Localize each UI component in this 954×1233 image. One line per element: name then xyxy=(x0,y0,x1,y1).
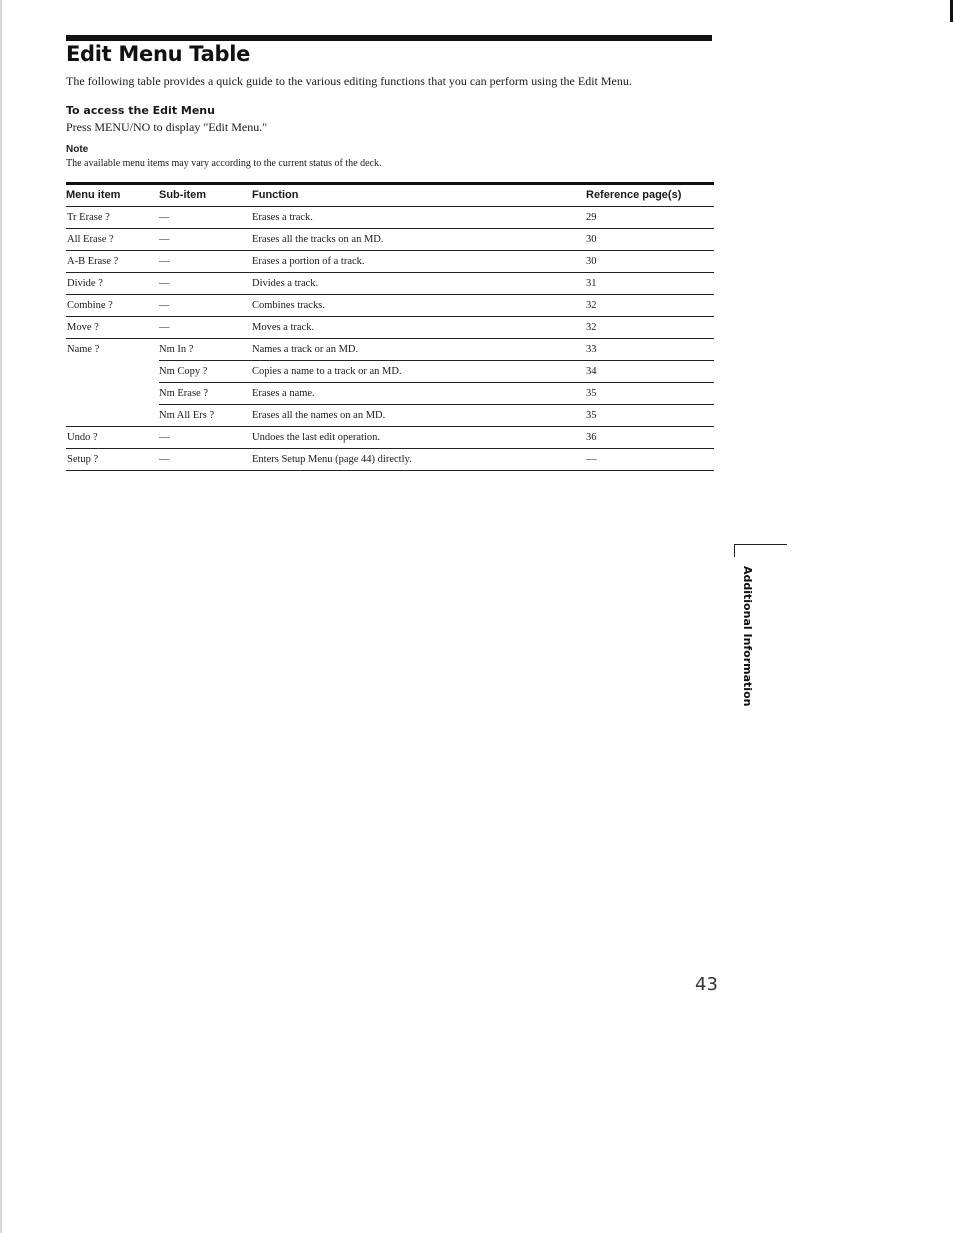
table-row xyxy=(66,229,714,251)
menu-item-cell: Tr Erase ? xyxy=(66,207,159,229)
reference-cell: — xyxy=(586,449,714,471)
table-row xyxy=(66,405,714,427)
note-text: The available menu items may vary according to the current status of the deck. xyxy=(66,158,382,169)
menu-item-cell: Undo ? xyxy=(66,427,159,449)
title-rule xyxy=(66,35,712,41)
section-tab-label: Additional Information xyxy=(741,566,754,707)
table-row xyxy=(66,449,714,471)
reference-cell: 31 xyxy=(586,273,714,295)
intro-paragraph: The following table provides a quick guide to the various editing functions that you can perform using the Edit Menu. xyxy=(66,74,632,88)
table-row xyxy=(66,383,714,405)
sub-item-cell: — xyxy=(159,229,252,251)
function-cell: Enters Setup Menu (page 44) directly. xyxy=(252,449,586,471)
sub-item-cell: Nm Copy ? xyxy=(159,361,252,383)
sub-item-cell: — xyxy=(159,251,252,273)
menu-item-cell: Move ? xyxy=(66,317,159,339)
sub-item-cell: — xyxy=(159,317,252,339)
function-cell: Erases a name. xyxy=(252,383,586,405)
edit-menu-table xyxy=(66,182,714,471)
access-instructions: Press MENU/NO to display "Edit Menu." xyxy=(66,120,268,134)
note-heading: Note xyxy=(66,144,89,155)
reference-cell: 35 xyxy=(586,405,714,427)
reference-cell: 36 xyxy=(586,427,714,449)
reference-cell: 29 xyxy=(586,207,714,229)
menu-item-cell: Combine ? xyxy=(66,295,159,317)
function-cell: Undoes the last edit operation. xyxy=(252,427,586,449)
edit-menu-grid xyxy=(66,185,714,471)
menu-item-cell: Name ? xyxy=(67,344,100,356)
function-cell: Moves a track. xyxy=(252,317,586,339)
function-cell: Divides a track. xyxy=(252,273,586,295)
menu-item-cell: Setup ? xyxy=(66,449,159,471)
menu-item-cell xyxy=(66,361,159,383)
reference-cell: 32 xyxy=(586,317,714,339)
table-row xyxy=(66,273,714,295)
menu-item-cell: All Erase ? xyxy=(66,229,159,251)
reference-cell: 35 xyxy=(586,383,714,405)
sub-item-cell: — xyxy=(159,207,252,229)
sub-item-cell: Nm In ? xyxy=(159,339,252,361)
section-tab-box xyxy=(734,544,787,557)
reference-cell: 33 xyxy=(586,339,714,361)
sub-item-cell: Nm All Ers ? xyxy=(159,405,252,427)
page-number: 43 xyxy=(695,974,718,995)
access-heading: To access the Edit Menu xyxy=(66,104,215,117)
reference-cell: 34 xyxy=(586,361,714,383)
header-reference: Reference page(s) xyxy=(586,185,714,207)
reference-cell: 30 xyxy=(586,229,714,251)
menu-item-cell xyxy=(66,383,159,405)
sub-item-cell: — xyxy=(159,449,252,471)
sub-item-cell: — xyxy=(159,427,252,449)
function-cell: Erases all the names on an MD. xyxy=(252,405,586,427)
page-corner-mark xyxy=(950,0,953,22)
function-cell: Erases a portion of a track. xyxy=(252,251,586,273)
function-cell: Erases all the tracks on an MD. xyxy=(252,229,586,251)
function-cell: Erases a track. xyxy=(252,207,586,229)
table-row xyxy=(66,207,714,229)
sub-item-cell: — xyxy=(159,295,252,317)
table-row xyxy=(66,251,714,273)
function-cell: Names a track or an MD. xyxy=(252,339,586,361)
table-row xyxy=(66,317,714,339)
sub-item-cell: Nm Erase ? xyxy=(159,383,252,405)
page-left-edge xyxy=(0,0,2,1233)
menu-item-cell: A-B Erase ? xyxy=(66,251,159,273)
menu-item-cell: Divide ? xyxy=(66,273,159,295)
table-row xyxy=(66,295,714,317)
table-row xyxy=(66,427,714,449)
page-title: Edit Menu Table xyxy=(66,42,251,66)
table-row xyxy=(66,339,714,361)
menu-item-cell xyxy=(66,405,159,427)
reference-cell: 32 xyxy=(586,295,714,317)
header-function: Function xyxy=(252,185,586,207)
function-cell: Copies a name to a track or an MD. xyxy=(252,361,586,383)
reference-cell: 30 xyxy=(586,251,714,273)
sub-item-cell: — xyxy=(159,273,252,295)
table-row xyxy=(66,361,714,383)
table-header-row xyxy=(66,185,714,207)
function-cell: Combines tracks. xyxy=(252,295,586,317)
header-sub-item: Sub-item xyxy=(159,185,252,207)
header-menu-item: Menu item xyxy=(66,185,159,207)
